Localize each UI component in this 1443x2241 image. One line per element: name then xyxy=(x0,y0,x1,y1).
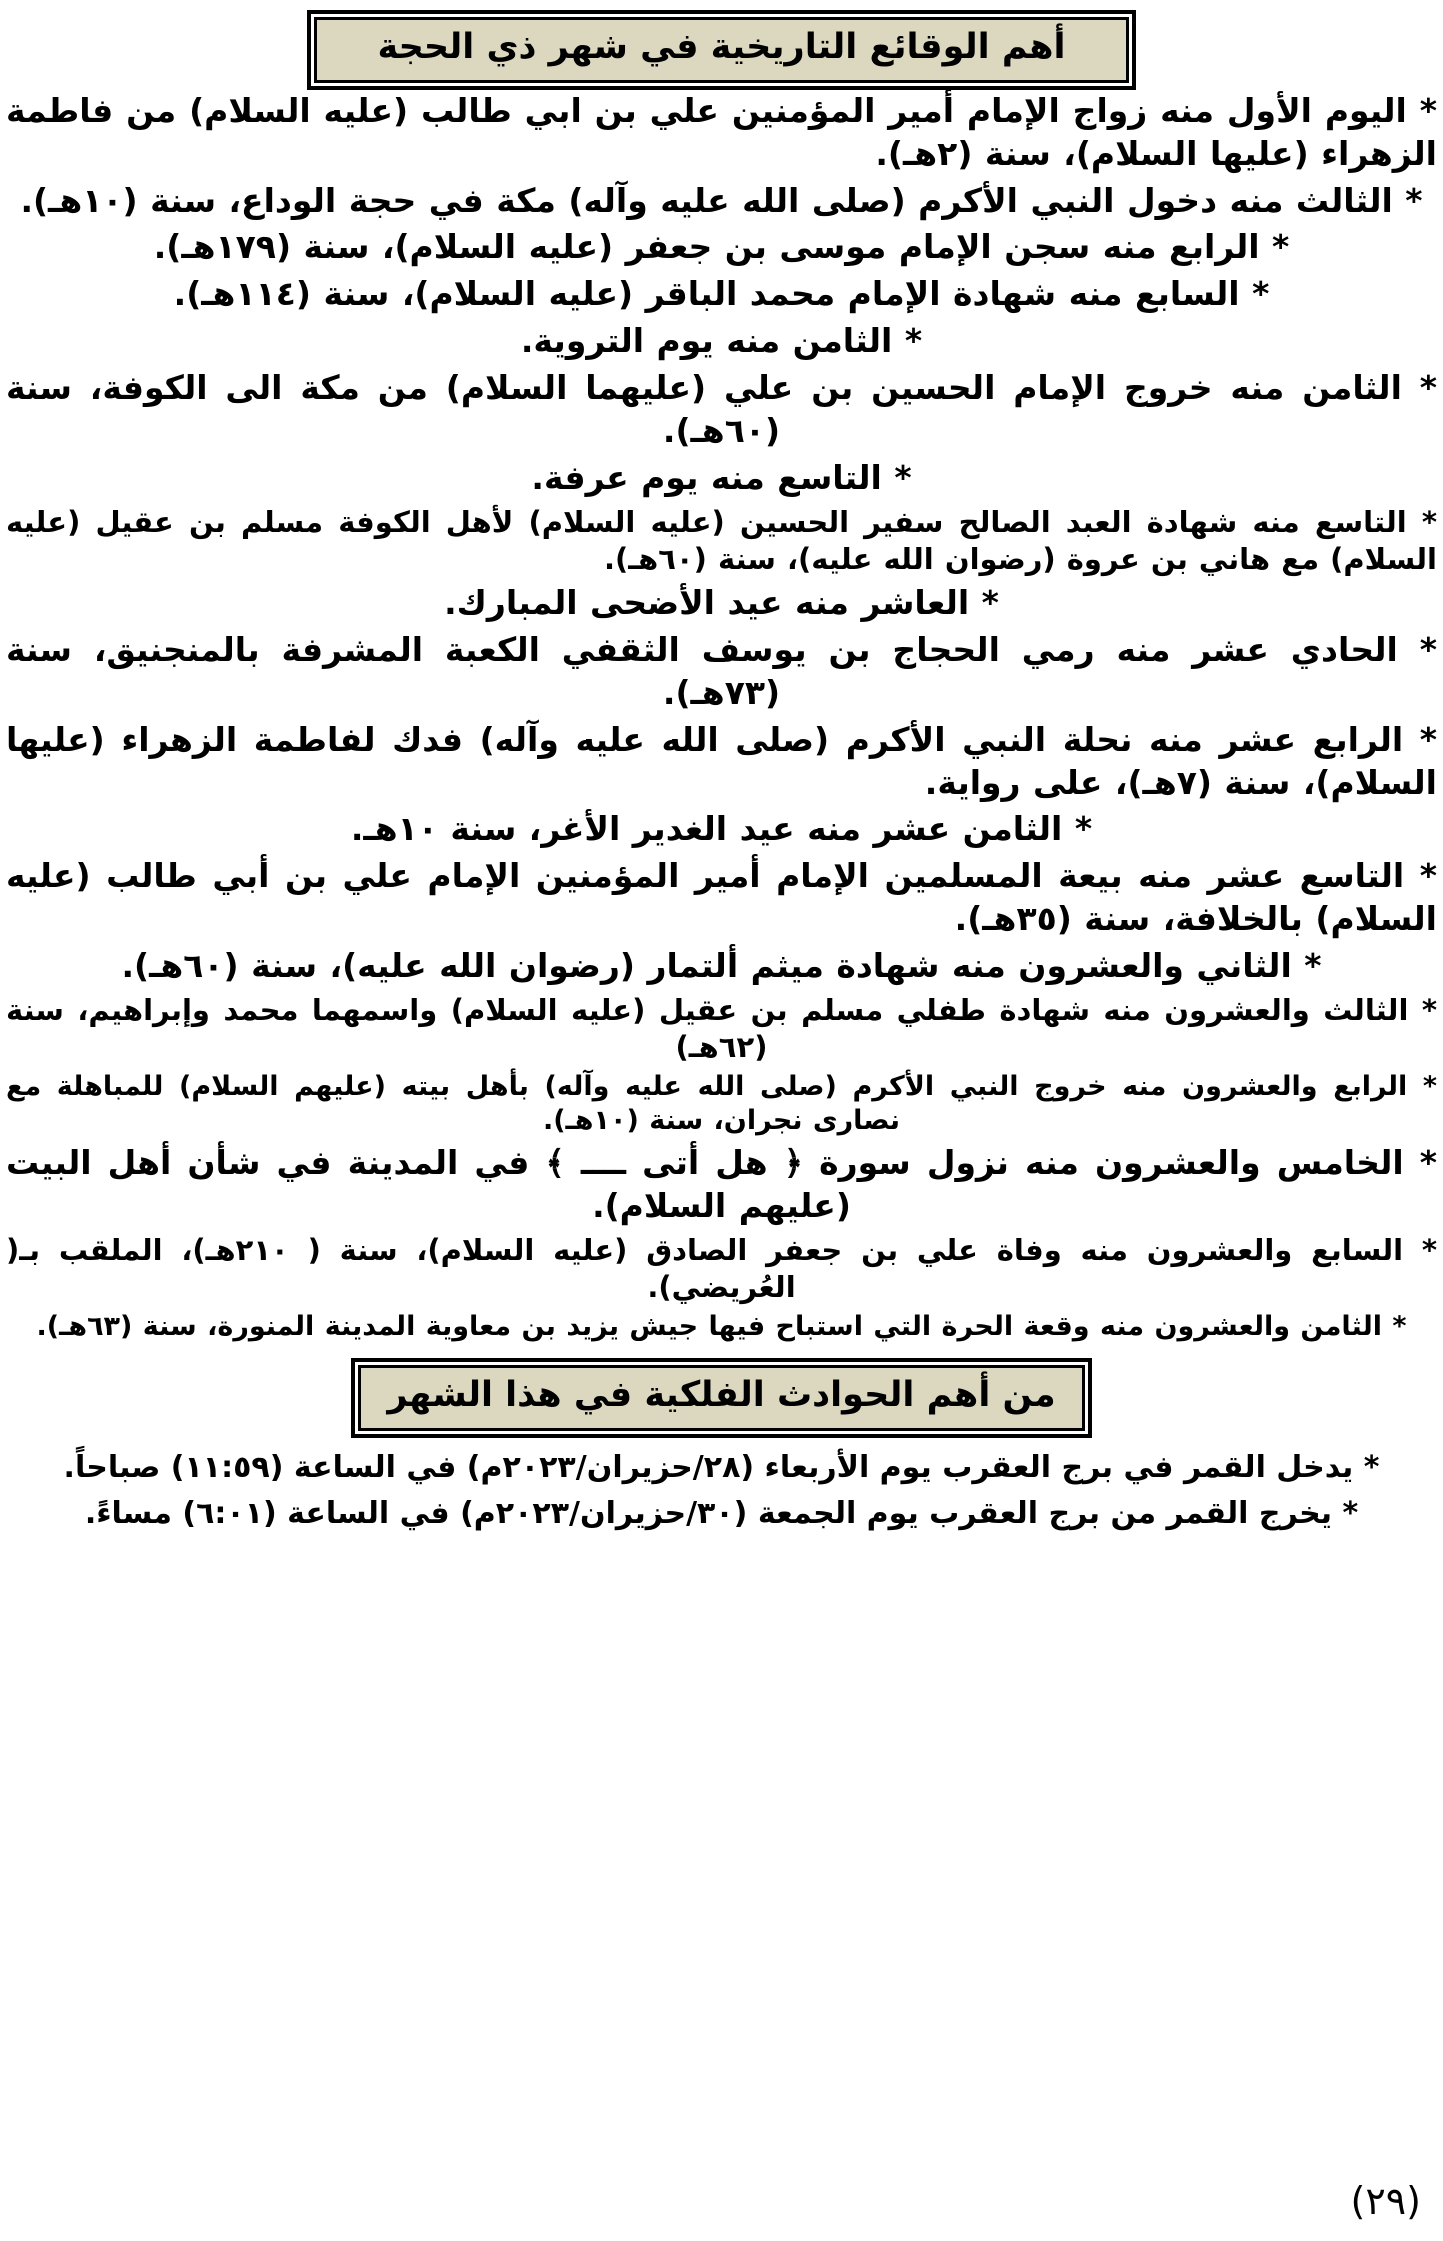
event-item: * اليوم الأول منه زواج الإمام أمير المؤمنين علي بن ابي طالب (عليه السلام) من فاطمة الزهراء (عليها السلام)، سنة (٢هـ). xyxy=(6,90,1437,173)
historical-events-list xyxy=(0,90,1443,1345)
document-page xyxy=(0,10,1443,2241)
event-item: * التاسع منه شهادة العبد الصالح سفير الحسين (عليه السلام) لأهل الكوفة مسلم بن عقيل (عليه السلام) مع هاني بن عروة (رضوان الله عليه)، سنة (٦٠هـ). xyxy=(6,504,1437,576)
event-item: * الثامن والعشرون منه وقعة الحرة التي استباح فيها جيش يزيد بن معاوية المدينة المنورة، سنة (٦٣هـ). xyxy=(36,1311,1407,1343)
historical-heading-box-inner xyxy=(314,17,1128,83)
astronomical-heading-text: من أهم الحوادث الفلكية في هذا الشهر xyxy=(387,1375,1056,1416)
astronomical-heading-box-inner xyxy=(358,1365,1084,1431)
historical-heading-box xyxy=(307,10,1135,90)
event-item: * الثالث والعشرون منه شهادة طفلي مسلم بن عقيل (عليه السلام) واسمهما محمد وإبراهيم، سنة (٦٢هـ) xyxy=(6,993,1437,1065)
historical-heading-text: أهم الوقائع التاريخية في شهر ذي الحجة xyxy=(377,27,1066,67)
event-item: * الثامن عشر منه عيد الغدير الأغر، سنة ١٠هـ. xyxy=(350,809,1093,849)
astronomical-events-list xyxy=(0,1448,1443,1534)
event-item: * الثامن منه يوم التروية. xyxy=(520,321,923,361)
event-item: * السابع والعشرون منه وفاة علي بن جعفر الصادق (عليه السلام)، سنة ( ٢١٠هـ)، الملقب بـ( العُريضي). xyxy=(6,1233,1438,1305)
event-item: * الثامن منه خروج الإمام الحسين بن علي (عليهما السلام) من مكة الى الكوفة، سنة (٦٠هـ). xyxy=(6,368,1437,450)
event-item: * الرابع والعشرون منه خروج النبي الأكرم (صلى الله عليه وآله) بأهل بيته (عليهم السلام) للمباهلة مع نصارى نجران، سنة (١٠هـ). xyxy=(6,1071,1437,1137)
event-item: * الثالث منه دخول النبي الأكرم (صلى الله عليه وآله) مكة في حجة الوداع، سنة (١٠هـ). xyxy=(20,180,1423,220)
event-item: * الخامس والعشرون منه نزول سورة ﴿ هل أتى ــــ ﴾ في المدينة في شأن أهل البيت (عليهم السلام). xyxy=(6,1143,1437,1226)
event-item: * التاسع عشر منه بيعة المسلمين الإمام أمير المؤمنين الإمام علي بن أبي طالب (عليه السلام) بالخلافة، سنة (٣٥هـ). xyxy=(6,856,1437,939)
event-item: * التاسع منه يوم عرفة. xyxy=(531,457,912,497)
event-item: * الثاني والعشرون منه شهادة ميثم ألتمار (رضوان الله عليه)، سنة (٦٠هـ). xyxy=(121,946,1322,986)
astronomical-heading-box xyxy=(351,1358,1091,1438)
event-item: * العاشر منه عيد الأضحى المبارك. xyxy=(444,582,999,622)
astro-event-item: * يخرج القمر من برج العقرب يوم الجمعة (٣٠/حزيران/٢٠٢٣م) في الساعة (٦:٠١) مساءً. xyxy=(84,1496,1359,1532)
historical-heading-row xyxy=(0,10,1443,90)
astro-event-item: * يدخل القمر في برج العقرب يوم الأربعاء (٢٨/حزيران/٢٠٢٣م) في الساعة (١١:٥٩) صباحاً. xyxy=(63,1450,1380,1486)
page-number: (٢٩) xyxy=(1350,2179,1421,2223)
event-item: * الرابع منه سجن الإمام موسى بن جعفر (عليه السلام)، سنة (١٧٩هـ). xyxy=(153,227,1290,267)
event-item: * الرابع عشر منه نحلة النبي الأكرم (صلى الله عليه وآله) فدك لفاطمة الزهراء (عليها السلام)، سنة (٧هـ)، على رواية. xyxy=(6,719,1437,802)
astronomical-heading-row xyxy=(0,1358,1443,1438)
event-item: * الحادي عشر منه رمي الحجاج بن يوسف الثقفي الكعبة المشرفة بالمنجنيق، سنة (٧٣هـ). xyxy=(6,629,1437,712)
event-item: * السابع منه شهادة الإمام محمد الباقر (عليه السلام)، سنة (١١٤هـ). xyxy=(173,274,1270,314)
